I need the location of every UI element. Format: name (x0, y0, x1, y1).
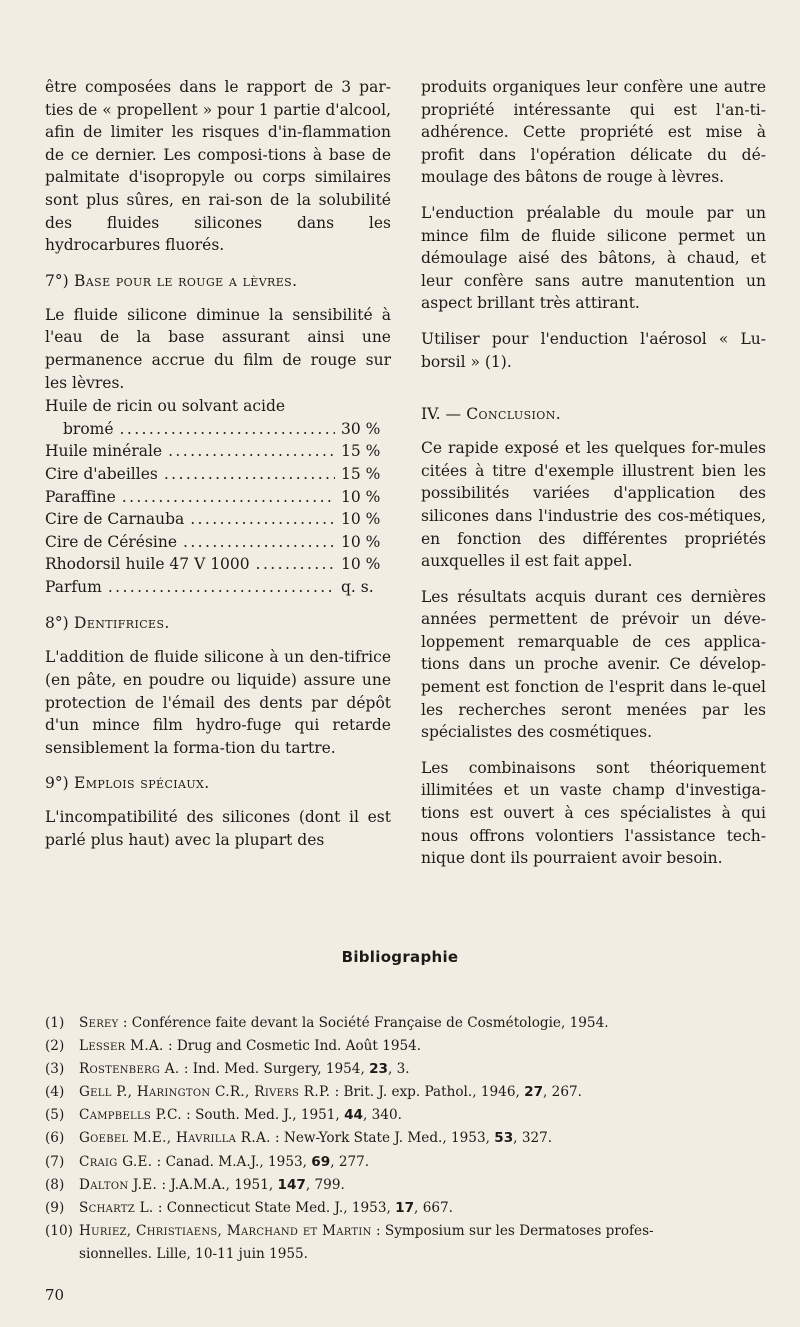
section-7-number: 7°) (45, 271, 69, 290)
bibliography-entry-number: (5) (45, 1107, 65, 1124)
lipstick-recipe (45, 395, 391, 598)
bibliography-entry-text: Schartz L. : Connecticut State Med. J., 1953, 17, 667. (79, 1199, 453, 1216)
bibliography-authors: Schartz L. (79, 1199, 154, 1216)
bibliography-authors: Gell P., Harington C.R., Rivers R.P. (79, 1084, 331, 1101)
recipe-ingredient: Cire de Cérésine ..... 10 % (45, 531, 391, 554)
bibliography-list (45, 1012, 765, 1266)
bibliography-entry (45, 1104, 765, 1127)
bibliography-entry-text: Craig G.E. : Canad. M.A.J., 1953, 69, 277. (79, 1153, 370, 1170)
section-7-heading (45, 270, 391, 292)
bibliography-entry-number: (4) (45, 1084, 65, 1101)
bibliography-entry-text: Huriez, Christiaens, Marchand et Martin : Symposium sur les Dermatoses profes- sionnelles. Lille, 10-11 juin 1955. (79, 1220, 765, 1266)
bibliography-entry-text: Rostenberg A. : Ind. Med. Surgery, 1954, 23, 3. (79, 1061, 410, 1078)
bibliography-entry-number: (9) (45, 1199, 65, 1216)
bibliography-entry-text: Dalton J.E. : J.A.M.A., 1951, 147, 799. (79, 1176, 345, 1193)
bibliography-authors: Serey (79, 1015, 119, 1031)
conclusion-title: Conclusion. (466, 405, 562, 424)
bibliography-volume: 17 (395, 1199, 415, 1216)
bibliography-entry-text: Lesser M.A. : Drug and Cosmetic Ind. Août 1954. (79, 1038, 422, 1055)
recipe-ingredient: Paraffine ..... 10 % (45, 486, 391, 509)
bibliography-entry-number: (1) (45, 1015, 65, 1031)
bibliography-entry (45, 1197, 765, 1220)
bibliography-volume: 44 (344, 1107, 364, 1124)
bibliography-entry-text: Goebel M.E., Havrilla R.A. : New-York State J. Med., 1953, 53, 327. (79, 1130, 553, 1147)
section-8-number: 8°) (45, 614, 69, 633)
recipe-ingredient: Rhodorsil huile 47 V 1000 ..... 10 % (45, 553, 391, 576)
bibliography-authors: Lesser M.A. (79, 1038, 164, 1055)
bibliography-entry (45, 1220, 765, 1266)
left-column (45, 76, 391, 865)
bibliography-entry (45, 1058, 765, 1081)
recipe-intro: Huile de ricin ou solvant acide (45, 397, 286, 416)
bibliography-entry (45, 1174, 765, 1197)
conclusion-number: IV. — (421, 405, 461, 424)
bibliography-entry (45, 1035, 765, 1058)
section-7-title: Base pour le rouge a lèvres. (74, 271, 298, 290)
bibliography-continuation: sionnelles. Lille, 10-11 juin 1955. (79, 1245, 308, 1262)
conclusion-paragraph-1: Ce rapide exposé et les quelques for-mules citées à titre d'exemple illustrent bien les possibilités variées d'application des silicones dans l'industrie des cos-métiques, en fonction des différentes propriétés auxquelles il est fait appel. (421, 439, 766, 571)
bibliography-entry-number: (2) (45, 1038, 65, 1055)
recipe-ingredient: Huile minérale ..... 15 % (45, 440, 391, 463)
bibliography-authors: Dalton J.E. (79, 1176, 158, 1193)
bibliography-entry-text: Campbells P.C. : South. Med. J., 1951, 44, 340. (79, 1107, 402, 1124)
bibliography-entry-number: (7) (45, 1153, 65, 1170)
bibliography-authors: Huriez, Christiaens, Marchand et Martin (79, 1222, 372, 1239)
bibliography-volume: 23 (369, 1061, 389, 1078)
section-9-heading (45, 772, 391, 794)
bibliography-authors: Craig G.E. (79, 1153, 153, 1170)
bibliography-authors: Goebel M.E., Havrilla R.A. (79, 1130, 271, 1147)
section-8-heading (45, 612, 391, 634)
recipe-ingredient: Cire d'abeilles ..... 15 % (45, 463, 391, 486)
bibliography-entry-number: (3) (45, 1061, 65, 1078)
bibliography-entry-number: (6) (45, 1130, 65, 1147)
bibliography-entry (45, 1081, 765, 1104)
conclusion-heading (421, 403, 766, 425)
bibliography-entry-text: Gell P., Harington C.R., Rivers R.P. : Brit. J. exp. Pathol., 1946, 27, 267. (79, 1084, 582, 1101)
intro-paragraph: être composées dans le rapport de 3 par-ties de « propellent » pour 1 partie d'alcool, afin de limiter les risques d'in-flammation de ce dernier. Les composi-tions à base de palmitate d'isopropyle ou corps similaires sont plus sûres, en rai-son de la solubilité des fluides silicones dans les hydrocarbures fluorés. (45, 78, 391, 255)
recipe-ingredient: Cire de Carnauba ..... 10 % (45, 508, 391, 531)
section-9-number: 9°) (45, 774, 69, 793)
conclusion-paragraph-3: Les combinaisons sont théoriquement illimitées et un vaste champ d'investiga-tions est ouvert à ces spécialistes à qui nous offrons volontiers l'assistance tech-nique dont ils pourraient avoir besoin. (421, 758, 766, 868)
section-7-paragraph: Le fluide silicone diminue la sensibilité à l'eau de la base assurant ainsi une permanence accrue du film de rouge sur les lèvres. (45, 305, 391, 392)
bibliography-volume: 53 (494, 1130, 514, 1147)
bibliography-entry-number: (10) (45, 1222, 73, 1239)
right-column (421, 76, 766, 883)
bibliography-entry-text: Serey : Conférence faite devant la Société Française de Cosmétologie, 1954. (79, 1015, 609, 1031)
recipe-ingredient: bromé ..... 30 % (45, 418, 391, 441)
conclusion-paragraph-2: Les résultats acquis durant ces dernières années permettent de prévoir un déve-loppement remarquable de ces applica-tions dans un proche avenir. Ce dévelop-pement est fonction de l'esprit dans le-quel les recherches seront menées par les spécialistes des cosmétiques. (421, 587, 766, 742)
bibliography-entry (45, 1151, 765, 1174)
bibliography-entry (45, 1012, 765, 1035)
section-8-title: Dentifrices. (74, 614, 170, 633)
anti-adhesion-paragraph: produits organiques leur confère une autre propriété intéressante qui est l'an-ti-adhérence. Cette propriété est mise à profit dans l'opération délicate du dé-moulage des bâtons de rouge à lèvres. (421, 78, 766, 187)
bibliography-volume: 147 (277, 1176, 306, 1193)
bibliography-authors: Campbells P.C. (79, 1107, 182, 1124)
section-9-title: Emplois spéciaux. (74, 774, 210, 793)
section-9-paragraph: L'incompatibilité des silicones (dont il est parlé plus haut) avec la plupart des (45, 808, 391, 850)
page-number: 70 (45, 1286, 65, 1304)
bibliography-entry-number: (8) (45, 1176, 65, 1193)
aerosol-paragraph: Utiliser pour l'enduction l'aérosol « Lu-borsil » (1). (421, 329, 766, 371)
bibliography-volume: 27 (524, 1084, 544, 1101)
section-8-paragraph: L'addition de fluide silicone à un den-tifrice (en pâte, en poudre ou liquide) assure une protection de l'émail des dents par dépôt d'un mince film hydro-fuge qui retarde sensiblement la forma-tion du tartre. (45, 648, 391, 757)
recipe-ingredient: Parfum ..... q. s. (45, 576, 391, 599)
bibliography-volume: 69 (311, 1153, 331, 1170)
bibliography-authors: Rostenberg A. (79, 1061, 180, 1078)
bibliography-entry (45, 1127, 765, 1150)
mold-coating-paragraph: L'enduction préalable du moule par un mince film de fluide silicone permet un démoulage aisé des bâtons, à chaud, et leur confère sans autre manutention un aspect brillant très attirant. (421, 203, 766, 313)
bibliography-title: Bibliographie (341, 948, 459, 966)
